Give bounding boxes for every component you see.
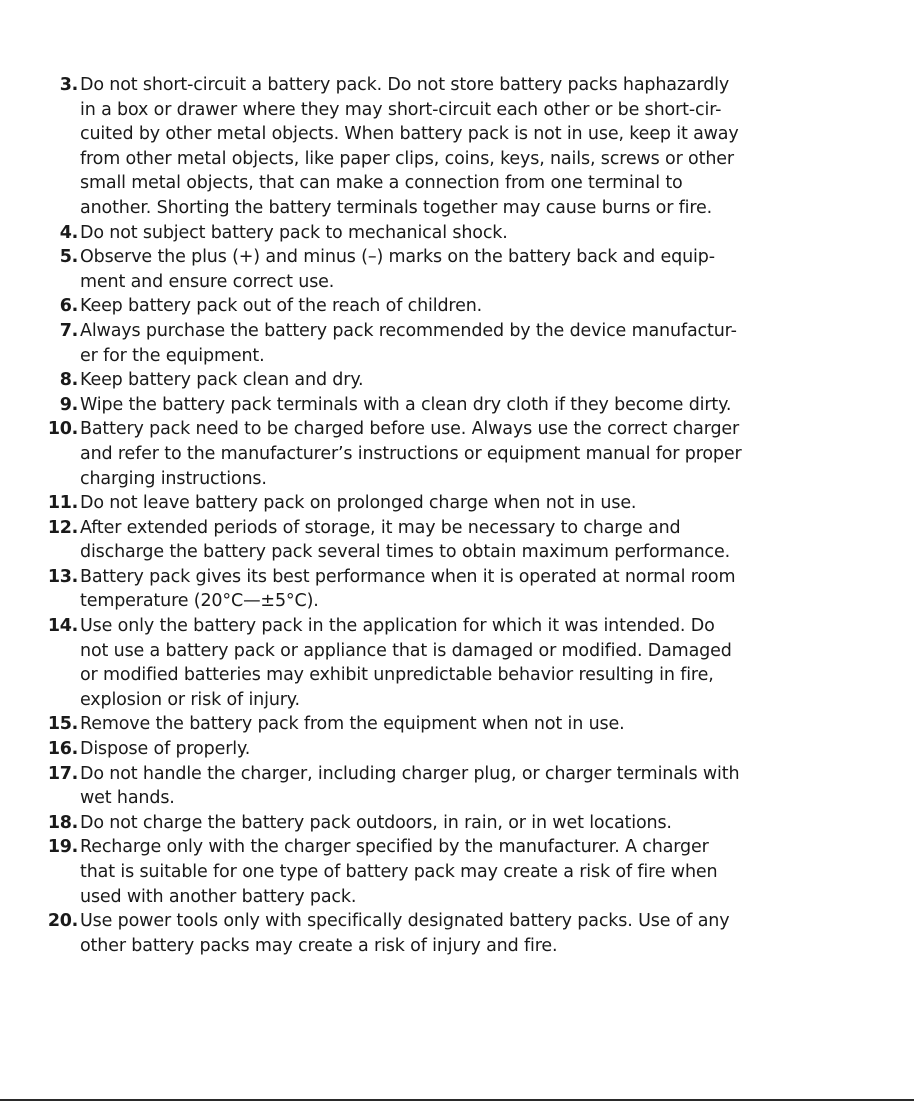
item-text-line: temperature (20°C—±5°C). xyxy=(80,591,319,612)
item-text-line: that is suitable for one type of battery pack may create a risk of fire when xyxy=(80,862,718,882)
item-number: 15. xyxy=(47,714,78,735)
list-item xyxy=(0,417,914,491)
item-text-line: Remove the battery pack from the equipment when not in use. xyxy=(80,714,625,735)
list-item xyxy=(0,368,914,393)
item-text xyxy=(80,319,860,368)
list-item xyxy=(0,811,914,836)
item-text-line: After extended periods of storage, it may be necessary to charge and xyxy=(80,517,681,538)
item-text-line: Observe the plus (+) and minus (–) marks on the battery back and equip- xyxy=(80,247,715,268)
item-text xyxy=(80,614,860,712)
item-text xyxy=(80,835,860,909)
item-text-line: discharge the battery pack several times to obtain maximum performance. xyxy=(80,542,731,563)
list-item xyxy=(0,319,914,368)
list-item xyxy=(0,491,914,516)
item-text-line: used with another battery pack. xyxy=(80,886,357,907)
item-text xyxy=(80,294,860,319)
item-text xyxy=(80,516,860,565)
item-text-line: Do not handle the charger, including charger plug, or charger terminals with xyxy=(80,763,740,784)
list-item xyxy=(0,516,914,565)
item-number: 5. xyxy=(59,247,78,268)
item-text-line: Do not subject battery pack to mechanical shock. xyxy=(80,222,508,243)
item-text xyxy=(80,73,860,221)
item-text-line: Do not charge the battery pack outdoors, in rain, or in wet locations. xyxy=(80,812,672,833)
item-number: 9. xyxy=(59,394,78,415)
safety-instructions-list xyxy=(0,73,914,958)
item-text-line: Use power tools only with specifically designated battery packs. Use of any xyxy=(80,911,730,932)
item-text xyxy=(80,417,860,491)
item-text-line: Do not leave battery pack on prolonged charge when not in use. xyxy=(80,493,637,514)
item-text-line: and refer to the manufacturer’s instructions or equipment manual for proper xyxy=(80,443,742,464)
item-text xyxy=(80,712,860,737)
list-item xyxy=(0,245,914,294)
item-text-line: Use only the battery pack in the application for which it was intended. Do xyxy=(80,616,715,637)
item-number: 3. xyxy=(59,75,78,95)
item-text-line: Battery pack gives its best performance when it is operated at normal room xyxy=(80,566,736,587)
item-text xyxy=(80,737,860,762)
list-item xyxy=(0,909,914,958)
item-text-line: ment and ensure correct use. xyxy=(80,271,335,292)
item-text-line: Dispose of properly. xyxy=(80,739,251,760)
item-number: 20. xyxy=(47,911,78,932)
item-text-line: Do not short-circuit a battery pack. Do not store battery packs haphazardly xyxy=(80,75,730,95)
item-text-line: explosion or risk of injury. xyxy=(80,689,300,710)
item-text-line: or modified batteries may exhibit unpredictable behavior resulting in fire, xyxy=(80,665,714,686)
item-number: 14. xyxy=(47,616,78,637)
item-number: 6. xyxy=(59,296,78,317)
item-text xyxy=(80,565,860,614)
item-text-line: Battery pack need to be charged before use. Always use the correct charger xyxy=(80,419,740,440)
item-text-line: another. Shorting the battery terminals together may cause burns or fire. xyxy=(80,197,713,218)
item-text-line: Keep battery pack out of the reach of children. xyxy=(80,296,483,317)
item-text-line: Keep battery pack clean and dry. xyxy=(80,370,364,391)
item-text xyxy=(80,762,860,811)
list-item xyxy=(0,73,914,221)
item-number: 18. xyxy=(47,812,78,833)
item-number: 8. xyxy=(59,370,78,391)
item-text xyxy=(80,909,860,958)
list-item xyxy=(0,712,914,737)
item-text-line: not use a battery pack or appliance that is damaged or modified. Damaged xyxy=(80,640,732,661)
item-number: 10. xyxy=(47,419,78,440)
item-text-line: Always purchase the battery pack recommended by the device manufactur- xyxy=(80,320,737,341)
item-number: 19. xyxy=(47,837,78,858)
item-number: 4. xyxy=(59,222,78,243)
item-number: 13. xyxy=(47,566,78,587)
list-item xyxy=(0,614,914,712)
list-item xyxy=(0,294,914,319)
item-number: 17. xyxy=(47,763,78,784)
item-number: 11. xyxy=(47,493,78,514)
item-text xyxy=(80,811,860,836)
list-item xyxy=(0,835,914,909)
item-text-line: er for the equipment. xyxy=(80,345,265,366)
item-text-line: wet hands. xyxy=(80,788,175,809)
item-number: 7. xyxy=(59,320,78,341)
item-text-line: cuited by other metal objects. When battery pack is not in use, keep it away xyxy=(80,124,739,145)
item-text-line: from other metal objects, like paper clips, coins, keys, nails, screws or other xyxy=(80,148,734,169)
item-number: 12. xyxy=(47,517,78,538)
item-text xyxy=(80,368,860,393)
list-item xyxy=(0,762,914,811)
item-text-line: Wipe the battery pack terminals with a clean dry cloth if they become dirty. xyxy=(80,394,732,415)
item-text-line: small metal objects, that can make a connection from one terminal to xyxy=(80,173,683,194)
footer-divider xyxy=(0,1099,914,1101)
item-text xyxy=(80,393,860,418)
item-text-line: Recharge only with the charger specified by the manufacturer. A charger xyxy=(80,837,709,858)
item-number: 16. xyxy=(47,739,78,760)
item-text-line: charging instructions. xyxy=(80,468,267,489)
list-item xyxy=(0,221,914,246)
item-text-line: other battery packs may create a risk of injury and fire. xyxy=(80,935,558,956)
item-text xyxy=(80,245,860,294)
list-item xyxy=(0,737,914,762)
item-text xyxy=(80,221,860,246)
item-text xyxy=(80,491,860,516)
list-item xyxy=(0,393,914,418)
list-item xyxy=(0,565,914,614)
item-text-line: in a box or drawer where they may short-circuit each other or be short-cir- xyxy=(80,99,722,120)
